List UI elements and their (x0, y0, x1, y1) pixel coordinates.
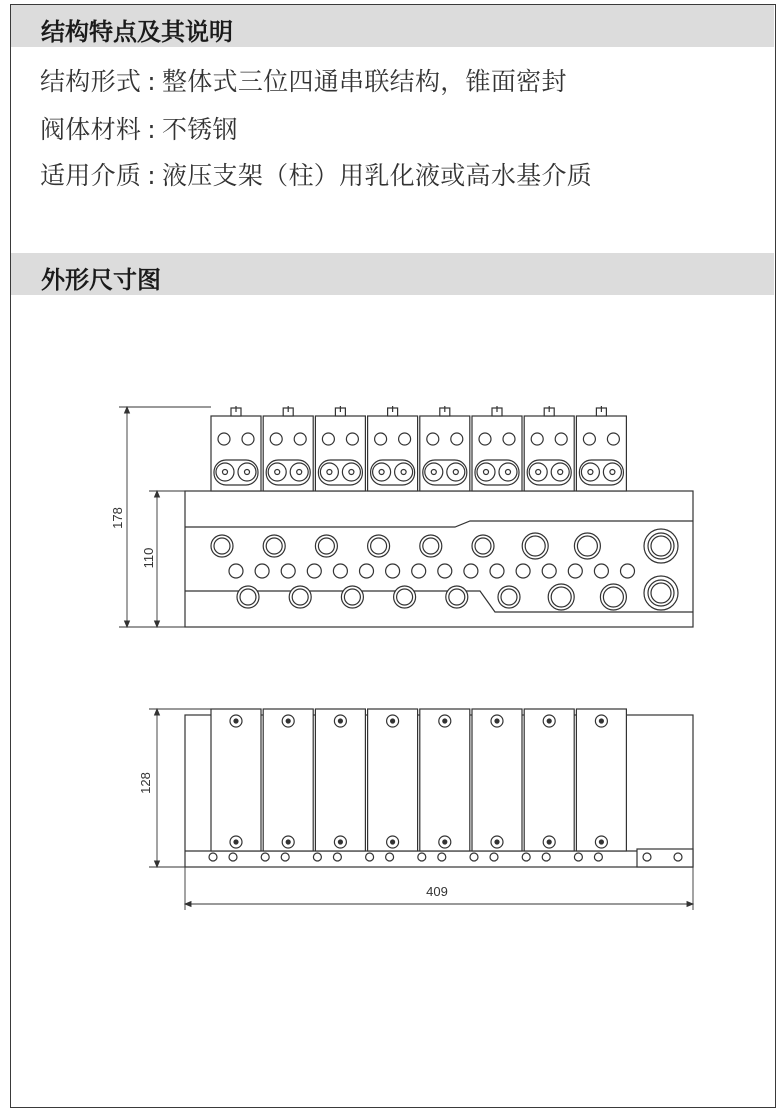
mount-hole-center (495, 840, 499, 844)
small-port (399, 433, 411, 445)
bolt-hole (261, 853, 269, 861)
valve-section-top (263, 709, 313, 851)
port-center (297, 470, 302, 475)
mount-hole-center (443, 840, 447, 844)
small-port (218, 433, 230, 445)
valve-section-top (576, 709, 626, 851)
dimension-arrow (687, 902, 693, 907)
outlet-port-inner (344, 589, 360, 605)
dimension-arrow (155, 491, 160, 497)
bolt-hole (386, 853, 394, 861)
small-port (503, 433, 515, 445)
port-center (245, 470, 250, 475)
dim-label-128: 128 (138, 772, 153, 794)
port-center (558, 470, 563, 475)
small-port (270, 433, 282, 445)
pilot-port (490, 564, 504, 578)
mount-hole-center (599, 719, 603, 723)
port-center (275, 470, 280, 475)
outlet-port-inner (266, 538, 282, 554)
small-port (294, 433, 306, 445)
dimension-arrow (155, 621, 160, 627)
bolt-hole (490, 853, 498, 861)
mount-hole-center (443, 719, 447, 723)
section-title-dimensions: 外形尺寸图 (41, 266, 161, 294)
outlet-port-inner (423, 538, 439, 554)
pilot-port (594, 564, 608, 578)
front-view (185, 406, 693, 627)
spec-value: 不锈钢 (161, 115, 238, 144)
small-port (322, 433, 334, 445)
small-port (607, 433, 619, 445)
pilot-port (542, 564, 556, 578)
small-port (531, 433, 543, 445)
port-center (536, 470, 541, 475)
outlet-port-inner (501, 589, 517, 605)
pilot-port (360, 564, 374, 578)
dimension-arrow (155, 709, 160, 715)
bolt-hole (674, 853, 682, 861)
bolt-hole (366, 853, 374, 861)
spec-colon: : (147, 161, 156, 190)
mount-hole-center (234, 719, 238, 723)
port-center (453, 470, 458, 475)
outlet-port-inner (397, 589, 413, 605)
spec-label: 阀体材料 (40, 115, 142, 144)
valve-section-top (472, 709, 522, 851)
valve-section-top (315, 709, 365, 851)
pilot-port (386, 564, 400, 578)
valve-section-top (524, 709, 574, 851)
outlet-port-inner (577, 536, 597, 556)
bolt-hole (542, 853, 550, 861)
spec-label: 结构形式 (40, 67, 142, 96)
bolt-hole (281, 853, 289, 861)
port-center (379, 470, 384, 475)
section-title-features: 结构特点及其说明 (41, 18, 233, 46)
small-port (375, 433, 387, 445)
small-port (583, 433, 595, 445)
pilot-port (307, 564, 321, 578)
outlet-port-inner (603, 587, 623, 607)
mount-hole-center (286, 719, 290, 723)
pilot-port (255, 564, 269, 578)
bolt-hole (313, 853, 321, 861)
mount-hole-center (391, 719, 395, 723)
mount-hole-center (286, 840, 290, 844)
pilot-port (464, 564, 478, 578)
dimension-arrow (125, 407, 130, 413)
bolt-hole (594, 853, 602, 861)
port-center (506, 470, 511, 475)
dim-label-409: 409 (426, 884, 448, 899)
mount-hole-center (391, 840, 395, 844)
dimension-arrow (185, 902, 191, 907)
bolt-hole (643, 853, 651, 861)
valve-section-top (211, 709, 261, 851)
dimension-arrow (155, 861, 160, 867)
outlet-port-inner (551, 587, 571, 607)
bolt-hole (574, 853, 582, 861)
pilot-port (412, 564, 426, 578)
outlet-port-inner (214, 538, 230, 554)
bolt-hole (522, 853, 530, 861)
port-center (401, 470, 406, 475)
spec-value: 液压支架（柱）用乳化液或高水基介质 (161, 161, 593, 190)
bolt-hole (333, 853, 341, 861)
outlet-port-inner (525, 536, 545, 556)
bolt-hole (470, 853, 478, 861)
bolt-hole (229, 853, 237, 861)
main-port-bore (651, 583, 671, 603)
pilot-port (621, 564, 635, 578)
valve-section-top (368, 709, 418, 851)
mount-hole-center (234, 840, 238, 844)
port-center (484, 470, 489, 475)
small-port (451, 433, 463, 445)
outlet-port-inner (449, 589, 465, 605)
mount-hole-center (495, 719, 499, 723)
outlet-port-inner (292, 589, 308, 605)
port-center (588, 470, 593, 475)
mount-hole-center (547, 719, 551, 723)
outlet-port-inner (318, 538, 334, 554)
pilot-port (229, 564, 243, 578)
bolt-hole (418, 853, 426, 861)
pilot-port (516, 564, 530, 578)
dimension-arrow (125, 621, 130, 627)
pilot-port (438, 564, 452, 578)
port-center (327, 470, 332, 475)
dim-label-110: 110 (141, 547, 156, 569)
top-view (185, 709, 693, 867)
pilot-port (333, 564, 347, 578)
pilot-port (281, 564, 295, 578)
spec-value: 整体式三位四通串联结构，锥面密封 (161, 67, 567, 96)
spec-label: 适用介质 (40, 161, 142, 190)
port-center (223, 470, 228, 475)
outlet-port-inner (371, 538, 387, 554)
pilot-port (568, 564, 582, 578)
outlet-port-inner (475, 538, 491, 554)
valve-section-top (420, 709, 470, 851)
bolt-hole (209, 853, 217, 861)
spec-colon: : (147, 67, 156, 96)
outlet-port-inner (240, 589, 256, 605)
small-port (479, 433, 491, 445)
mount-hole-center (338, 719, 342, 723)
mount-hole-center (547, 840, 551, 844)
bolt-hole (438, 853, 446, 861)
main-port-bore (651, 536, 671, 556)
small-port (427, 433, 439, 445)
spec-colon: : (147, 115, 156, 144)
small-port (555, 433, 567, 445)
port-center (431, 470, 436, 475)
dim-label-178: 178 (110, 507, 125, 529)
small-port (346, 433, 358, 445)
mount-hole-center (338, 840, 342, 844)
mount-hole-center (599, 840, 603, 844)
small-port (242, 433, 254, 445)
port-center (349, 470, 354, 475)
port-center (610, 470, 615, 475)
